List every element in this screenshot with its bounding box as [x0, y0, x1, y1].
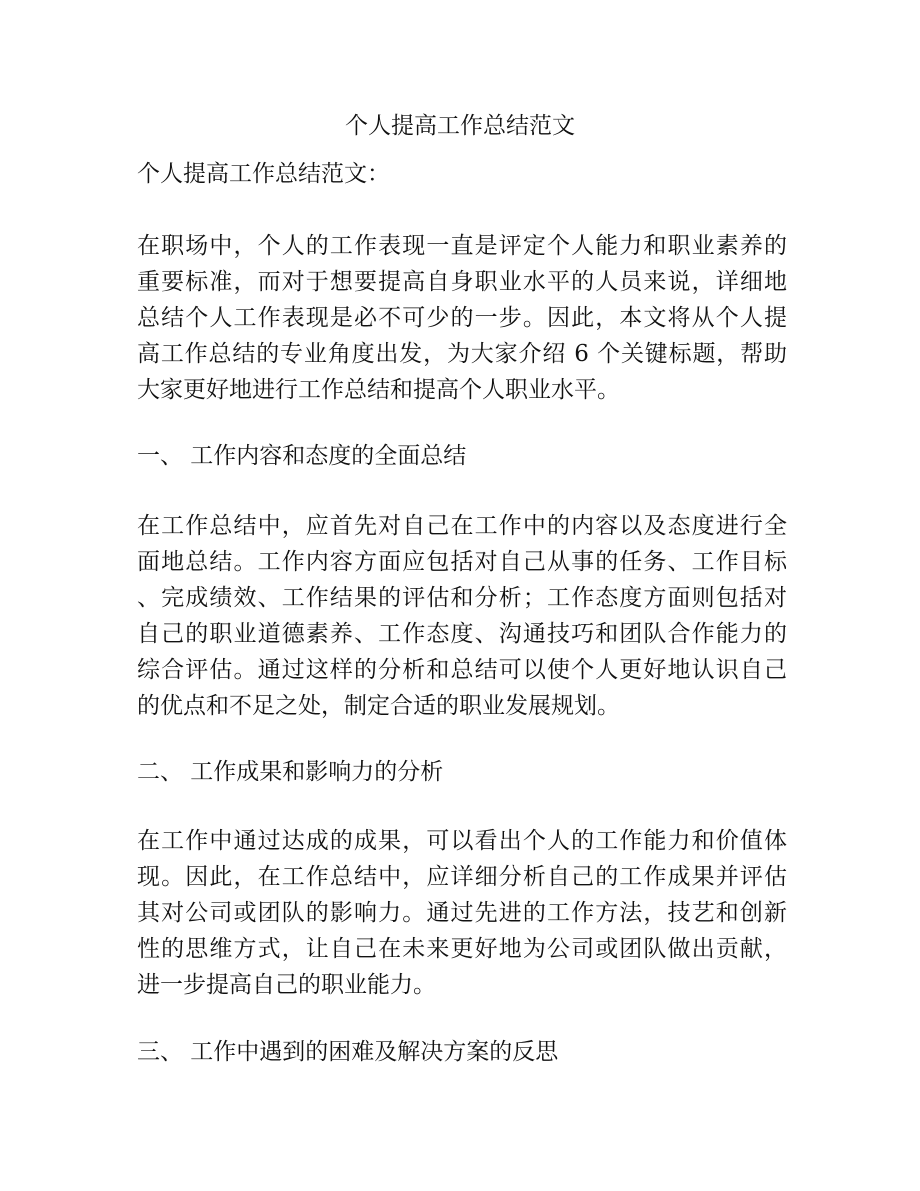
paragraph-line: 面地总结。工作内容方面应包括对自己从事的任务、工作目标 [137, 549, 787, 575]
paragraph-line: 性的思维方式，让自己在未来更好地为公司或团队做出贡献， [137, 936, 787, 962]
paragraph-line: 高工作总结的专业角度出发，为大家介绍 6 个关键标题，帮助 [137, 341, 787, 367]
section-1-paragraph [137, 508, 787, 724]
paragraph-line: 总结个人工作表现是必不可少的一步。因此，本文将从个人提 [137, 305, 787, 331]
paragraph-line: 自己的职业道德素养、工作态度、沟通技巧和团队合作能力的 [137, 621, 787, 647]
section-heading-text: 三、 工作中遇到的困难及解决方案的反思 [137, 1039, 559, 1065]
section-1-heading [137, 438, 787, 474]
paragraph-line: 其对公司或团队的影响力。通过先进的工作方法，技艺和创新 [137, 900, 787, 926]
paragraph-line: 重要标准，而对于想要提高自身职业水平的人员来说，详细地 [137, 269, 787, 295]
intro-paragraph [137, 228, 787, 408]
document-title: 个人提高工作总结范文 [345, 113, 575, 139]
paragraph-line: 进一步提高自己的职业能力。 [137, 972, 436, 998]
paragraph-line: 现。因此，在工作总结中，应详细分析自己的工作成果并评估 [137, 864, 787, 890]
paragraph-line: 在工作总结中，应首先对自己在工作中的内容以及态度进行全 [137, 513, 787, 539]
section-heading-text: 一、 工作内容和态度的全面总结 [137, 443, 467, 469]
paragraph-line: 综合评估。通过这样的分析和总结可以使个人更好地认识自己 [137, 657, 787, 683]
intro-heading [137, 156, 787, 192]
section-3-heading [137, 1034, 787, 1070]
section-heading-text: 二、 工作成果和影响力的分析 [137, 759, 444, 785]
section-2-paragraph [137, 823, 787, 1003]
section-2-heading [137, 754, 787, 790]
paragraph-line: 大家更好地进行工作总结和提高个人职业水平。 [137, 377, 620, 403]
paragraph-line: 、完成绩效、工作结果的评估和分析；工作态度方面则包括对 [137, 585, 787, 611]
paragraph-line: 在职场中，个人的工作表现一直是评定个人能力和职业素养的 [137, 233, 787, 259]
intro-heading-text: 个人提高工作总结范文： [137, 161, 390, 187]
paragraph-line: 的优点和不足之处，制定合适的职业发展规划。 [137, 693, 620, 719]
paragraph-line: 在工作中通过达成的成果，可以看出个人的工作能力和价值体 [137, 828, 787, 854]
